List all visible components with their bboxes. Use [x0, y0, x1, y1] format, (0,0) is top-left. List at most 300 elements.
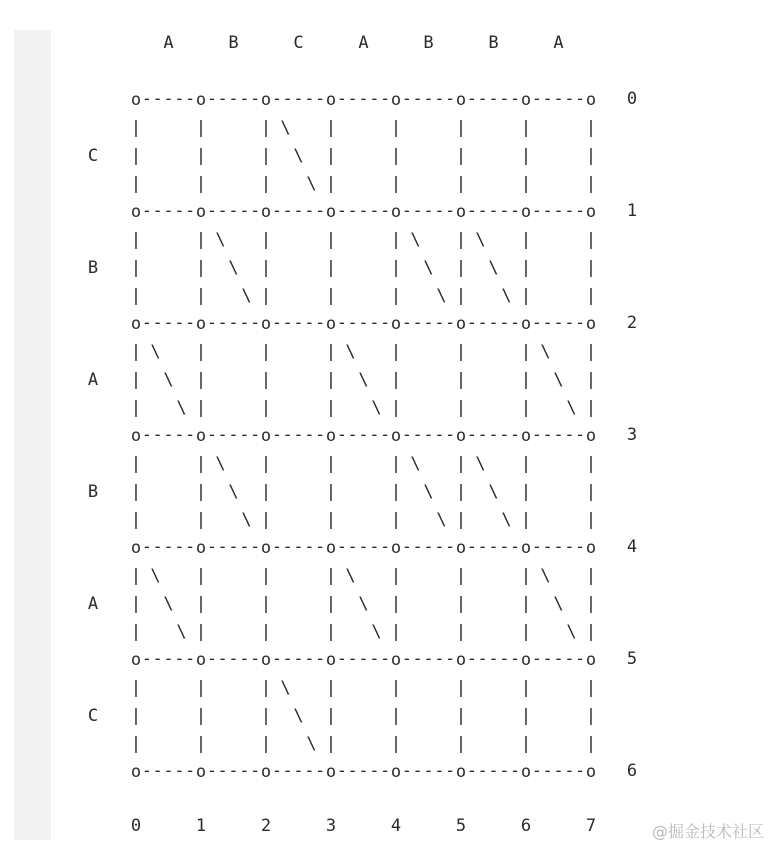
horizontal-edge: - [564, 89, 575, 109]
top-seq-label: B [423, 33, 434, 53]
top-seq-label: C [293, 33, 304, 53]
vertical-edge: | [260, 398, 272, 418]
lattice-node: o [455, 426, 467, 446]
horizontal-edge: - [293, 313, 304, 333]
horizontal-edge: - [304, 537, 315, 557]
horizontal-edge: - [206, 425, 217, 445]
horizontal-edge: - [564, 649, 575, 669]
vertical-edge: | [325, 678, 337, 698]
vertical-edge: | [325, 146, 337, 166]
vertical-edge: | [455, 482, 467, 502]
horizontal-edge: - [141, 649, 152, 669]
horizontal-edge: - [466, 537, 477, 557]
horizontal-edge: - [347, 537, 358, 557]
vertical-edge: | [390, 454, 402, 474]
horizontal-edge: - [174, 313, 185, 333]
horizontal-edge: - [531, 425, 542, 445]
horizontal-edge: - [336, 761, 347, 781]
horizontal-edge: - [553, 649, 564, 669]
vertical-edge: | [195, 146, 207, 166]
horizontal-edge: - [380, 537, 391, 557]
diagonal-edge: \ [553, 370, 564, 390]
vertical-edge: | [455, 706, 467, 726]
vertical-edge: | [585, 146, 597, 166]
diagonal-edge: \ [358, 594, 369, 614]
vertical-edge: | [195, 342, 207, 362]
horizontal-edge: - [141, 313, 152, 333]
vertical-edge: | [195, 566, 207, 586]
row-index-label: 2 [626, 313, 638, 333]
vertical-edge: | [260, 594, 272, 614]
horizontal-edge: - [336, 313, 347, 333]
vertical-edge: | [585, 734, 597, 754]
diagonal-edge: \ [228, 258, 239, 278]
vertical-edge: | [325, 454, 337, 474]
horizontal-edge: - [542, 313, 553, 333]
top-seq-label: A [163, 33, 174, 53]
lattice-node: o [390, 202, 402, 222]
horizontal-edge: - [239, 537, 250, 557]
horizontal-edge: - [466, 649, 477, 669]
horizontal-edge: - [141, 761, 152, 781]
horizontal-edge: - [369, 537, 380, 557]
horizontal-edge: - [369, 761, 380, 781]
vertical-edge: | [195, 398, 207, 418]
lattice-node: o [520, 538, 532, 558]
vertical-edge: | [325, 230, 337, 250]
horizontal-edge: - [217, 761, 228, 781]
vertical-edge: | [520, 118, 532, 138]
diagonal-edge: \ [293, 706, 304, 726]
horizontal-edge: - [174, 761, 185, 781]
diagonal-edge: \ [150, 566, 161, 586]
horizontal-edge: - [250, 89, 261, 109]
diagonal-edge: \ [358, 370, 369, 390]
horizontal-edge: - [510, 313, 521, 333]
top-seq-label: A [358, 33, 369, 53]
lattice-node: o [585, 426, 597, 446]
horizontal-edge: - [412, 425, 423, 445]
vertical-edge: | [585, 510, 597, 530]
horizontal-edge: - [185, 537, 196, 557]
horizontal-edge: - [434, 425, 445, 445]
horizontal-edge: - [369, 425, 380, 445]
diagonal-edge: \ [371, 622, 382, 642]
lattice-node: o [325, 314, 337, 334]
horizontal-edge: - [347, 649, 358, 669]
horizontal-edge: - [488, 761, 499, 781]
horizontal-edge: - [510, 425, 521, 445]
vertical-edge: | [520, 482, 532, 502]
lattice-node: o [585, 202, 597, 222]
horizontal-edge: - [434, 537, 445, 557]
horizontal-edge: - [206, 89, 217, 109]
vertical-edge: | [325, 342, 337, 362]
vertical-edge: | [390, 622, 402, 642]
horizontal-edge: - [185, 313, 196, 333]
vertical-edge: | [325, 286, 337, 306]
horizontal-edge: - [510, 201, 521, 221]
horizontal-edge: - [206, 761, 217, 781]
vertical-edge: | [455, 678, 467, 698]
vertical-edge: | [520, 146, 532, 166]
vertical-edge: | [585, 118, 597, 138]
horizontal-edge: - [304, 201, 315, 221]
vertical-edge: | [130, 258, 142, 278]
horizontal-edge: - [369, 201, 380, 221]
horizontal-edge: - [206, 201, 217, 221]
horizontal-edge: - [488, 201, 499, 221]
horizontal-edge: - [412, 761, 423, 781]
horizontal-edge: - [358, 425, 369, 445]
horizontal-edge: - [564, 537, 575, 557]
horizontal-edge: - [174, 649, 185, 669]
col-index-label: 4 [390, 816, 402, 836]
vertical-edge: | [195, 678, 207, 698]
horizontal-edge: - [293, 649, 304, 669]
top-seq-label: B [228, 33, 239, 53]
lattice-node: o [455, 202, 467, 222]
horizontal-edge: - [369, 89, 380, 109]
horizontal-edge: - [228, 761, 239, 781]
horizontal-edge: - [488, 425, 499, 445]
horizontal-edge: - [271, 537, 282, 557]
vertical-edge: | [130, 398, 142, 418]
horizontal-edge: - [271, 761, 282, 781]
horizontal-edge: - [358, 313, 369, 333]
vertical-edge: | [520, 230, 532, 250]
horizontal-edge: - [477, 537, 488, 557]
diagonal-edge: \ [540, 342, 551, 362]
lattice-node: o [585, 90, 597, 110]
diagonal-edge: \ [436, 286, 447, 306]
horizontal-edge: - [185, 761, 196, 781]
horizontal-edge: - [271, 313, 282, 333]
vertical-edge: | [260, 118, 272, 138]
lattice-node: o [260, 202, 272, 222]
lattice-node: o [195, 202, 207, 222]
horizontal-edge: - [488, 89, 499, 109]
vertical-edge: | [195, 594, 207, 614]
horizontal-edge: - [542, 89, 553, 109]
horizontal-edge: - [553, 201, 564, 221]
vertical-edge: | [130, 510, 142, 530]
vertical-edge: | [520, 510, 532, 530]
horizontal-edge: - [163, 761, 174, 781]
horizontal-edge: - [434, 649, 445, 669]
diagonal-edge: \ [345, 566, 356, 586]
horizontal-edge: - [510, 89, 521, 109]
vertical-edge: | [130, 146, 142, 166]
vertical-edge: | [130, 706, 142, 726]
vertical-edge: | [195, 370, 207, 390]
vertical-edge: | [195, 454, 207, 474]
lattice-node: o [130, 314, 142, 334]
lattice-node: o [130, 538, 142, 558]
vertical-edge: | [260, 342, 272, 362]
diagonal-edge: \ [475, 454, 486, 474]
vertical-edge: | [585, 706, 597, 726]
vertical-edge: | [260, 286, 272, 306]
lattice-node: o [195, 538, 207, 558]
vertical-edge: | [520, 398, 532, 418]
lattice-node: o [455, 314, 467, 334]
col-index-label: 2 [260, 816, 272, 836]
col-index-label: 0 [130, 816, 142, 836]
horizontal-edge: - [423, 761, 434, 781]
horizontal-edge: - [531, 649, 542, 669]
horizontal-edge: - [499, 425, 510, 445]
lattice-node: o [520, 426, 532, 446]
vertical-edge: | [585, 454, 597, 474]
horizontal-edge: - [531, 89, 542, 109]
horizontal-edge: - [152, 201, 163, 221]
horizontal-edge: - [315, 89, 326, 109]
horizontal-edge: - [477, 89, 488, 109]
horizontal-edge: - [293, 201, 304, 221]
vertical-edge: | [130, 342, 142, 362]
horizontal-edge: - [271, 649, 282, 669]
vertical-edge: | [585, 174, 597, 194]
horizontal-edge: - [412, 89, 423, 109]
vertical-edge: | [260, 454, 272, 474]
horizontal-edge: - [239, 201, 250, 221]
vertical-edge: | [455, 370, 467, 390]
horizontal-edge: - [499, 537, 510, 557]
horizontal-edge: - [445, 649, 456, 669]
horizontal-edge: - [304, 89, 315, 109]
horizontal-edge: - [315, 537, 326, 557]
lattice-node: o [520, 202, 532, 222]
horizontal-edge: - [369, 313, 380, 333]
horizontal-edge: - [206, 537, 217, 557]
diagonal-edge: \ [306, 734, 317, 754]
horizontal-edge: - [423, 313, 434, 333]
vertical-edge: | [260, 482, 272, 502]
vertical-edge: | [195, 118, 207, 138]
vertical-edge: | [455, 286, 467, 306]
top-seq-label: B [488, 33, 499, 53]
horizontal-edge: - [466, 201, 477, 221]
lattice-node: o [520, 90, 532, 110]
col-index-label: 7 [585, 816, 597, 836]
lattice-node: o [325, 762, 337, 782]
horizontal-edge: - [336, 537, 347, 557]
vertical-edge: | [585, 370, 597, 390]
horizontal-edge: - [250, 649, 261, 669]
vertical-edge: | [260, 734, 272, 754]
lattice-node: o [390, 90, 402, 110]
horizontal-edge: - [347, 761, 358, 781]
horizontal-edge: - [250, 313, 261, 333]
left-seq-label: A [87, 594, 99, 614]
horizontal-edge: - [304, 649, 315, 669]
diagonal-edge: \ [176, 398, 187, 418]
vertical-edge: | [325, 258, 337, 278]
horizontal-edge: - [553, 761, 564, 781]
horizontal-edge: - [271, 201, 282, 221]
horizontal-edge: - [228, 425, 239, 445]
row-index-label: 0 [626, 89, 638, 109]
diagonal-edge: \ [488, 258, 499, 278]
horizontal-edge: - [412, 649, 423, 669]
horizontal-edge: - [315, 313, 326, 333]
lattice-node: o [520, 314, 532, 334]
horizontal-edge: - [315, 761, 326, 781]
diagonal-edge: \ [371, 398, 382, 418]
horizontal-edge: - [347, 313, 358, 333]
vertical-edge: | [390, 370, 402, 390]
row-index-label: 1 [626, 201, 638, 221]
horizontal-edge: - [271, 425, 282, 445]
horizontal-edge: - [315, 649, 326, 669]
vertical-edge: | [455, 258, 467, 278]
horizontal-edge: - [293, 761, 304, 781]
horizontal-edge: - [401, 761, 412, 781]
horizontal-edge: - [185, 425, 196, 445]
vertical-edge: | [585, 594, 597, 614]
col-index-label: 3 [325, 816, 337, 836]
horizontal-edge: - [141, 425, 152, 445]
vertical-edge: | [520, 370, 532, 390]
vertical-edge: | [195, 622, 207, 642]
horizontal-edge: - [152, 313, 163, 333]
diagonal-edge: \ [163, 370, 174, 390]
lattice-node: o [195, 650, 207, 670]
horizontal-edge: - [282, 201, 293, 221]
vertical-edge: | [520, 706, 532, 726]
vertical-edge: | [325, 510, 337, 530]
lattice-node: o [455, 650, 467, 670]
horizontal-edge: - [358, 761, 369, 781]
horizontal-edge: - [575, 201, 586, 221]
horizontal-edge: - [477, 201, 488, 221]
col-index-label: 6 [520, 816, 532, 836]
horizontal-edge: - [412, 201, 423, 221]
horizontal-edge: - [217, 313, 228, 333]
vertical-edge: | [455, 594, 467, 614]
vertical-edge: | [260, 146, 272, 166]
lattice-node: o [260, 762, 272, 782]
vertical-edge: | [130, 734, 142, 754]
lattice-node: o [390, 650, 402, 670]
horizontal-edge: - [174, 537, 185, 557]
horizontal-edge: - [250, 537, 261, 557]
horizontal-edge: - [510, 649, 521, 669]
vertical-edge: | [130, 566, 142, 586]
vertical-edge: | [520, 258, 532, 278]
vertical-edge: | [325, 482, 337, 502]
horizontal-edge: - [239, 313, 250, 333]
horizontal-edge: - [358, 89, 369, 109]
horizontal-edge: - [531, 201, 542, 221]
horizontal-edge: - [531, 537, 542, 557]
vertical-edge: | [390, 678, 402, 698]
lattice-node: o [130, 762, 142, 782]
horizontal-edge: - [315, 201, 326, 221]
vertical-edge: | [585, 398, 597, 418]
vertical-edge: | [390, 482, 402, 502]
horizontal-edge: - [499, 313, 510, 333]
horizontal-edge: - [336, 649, 347, 669]
diagonal-edge: \ [410, 230, 421, 250]
vertical-edge: | [260, 678, 272, 698]
horizontal-edge: - [228, 537, 239, 557]
vertical-edge: | [260, 706, 272, 726]
horizontal-edge: - [499, 201, 510, 221]
lattice-node: o [585, 650, 597, 670]
horizontal-edge: - [239, 89, 250, 109]
vertical-edge: | [260, 174, 272, 194]
diagonal-edge: \ [345, 342, 356, 362]
horizontal-edge: - [228, 649, 239, 669]
vertical-edge: | [130, 594, 142, 614]
horizontal-edge: - [358, 537, 369, 557]
horizontal-edge: - [358, 649, 369, 669]
lattice-node: o [455, 90, 467, 110]
horizontal-edge: - [553, 89, 564, 109]
horizontal-edge: - [217, 201, 228, 221]
lattice-node: o [325, 90, 337, 110]
col-index-label: 5 [455, 816, 467, 836]
horizontal-edge: - [228, 313, 239, 333]
vertical-edge: | [390, 398, 402, 418]
horizontal-edge: - [466, 313, 477, 333]
vertical-edge: | [585, 678, 597, 698]
horizontal-edge: - [488, 313, 499, 333]
diagonal-edge: \ [150, 342, 161, 362]
vertical-edge: | [325, 370, 337, 390]
vertical-edge: | [455, 118, 467, 138]
horizontal-edge: - [163, 313, 174, 333]
lattice-node: o [585, 762, 597, 782]
diagonal-edge: \ [553, 594, 564, 614]
vertical-edge: | [325, 594, 337, 614]
horizontal-edge: - [152, 425, 163, 445]
lattice-node: o [390, 538, 402, 558]
vertical-edge: | [520, 342, 532, 362]
horizontal-edge: - [293, 89, 304, 109]
vertical-edge: | [130, 678, 142, 698]
vertical-edge: | [130, 286, 142, 306]
vertical-edge: | [520, 734, 532, 754]
vertical-edge: | [390, 342, 402, 362]
vertical-edge: | [130, 174, 142, 194]
horizontal-edge: - [445, 313, 456, 333]
horizontal-edge: - [217, 89, 228, 109]
horizontal-edge: - [217, 649, 228, 669]
horizontal-edge: - [477, 761, 488, 781]
horizontal-edge: - [542, 537, 553, 557]
horizontal-edge: - [293, 537, 304, 557]
lattice-node: o [130, 202, 142, 222]
horizontal-edge: - [141, 201, 152, 221]
horizontal-edge: - [423, 537, 434, 557]
horizontal-edge: - [336, 201, 347, 221]
horizontal-edge: - [542, 649, 553, 669]
vertical-edge: | [455, 146, 467, 166]
horizontal-edge: - [239, 425, 250, 445]
lattice-node: o [390, 426, 402, 446]
horizontal-edge: - [531, 761, 542, 781]
diagonal-edge: \ [436, 510, 447, 530]
vertical-edge: | [130, 482, 142, 502]
vertical-edge: | [260, 510, 272, 530]
horizontal-edge: - [293, 425, 304, 445]
vertical-edge: | [195, 734, 207, 754]
horizontal-edge: - [553, 425, 564, 445]
diagonal-edge: \ [566, 398, 577, 418]
